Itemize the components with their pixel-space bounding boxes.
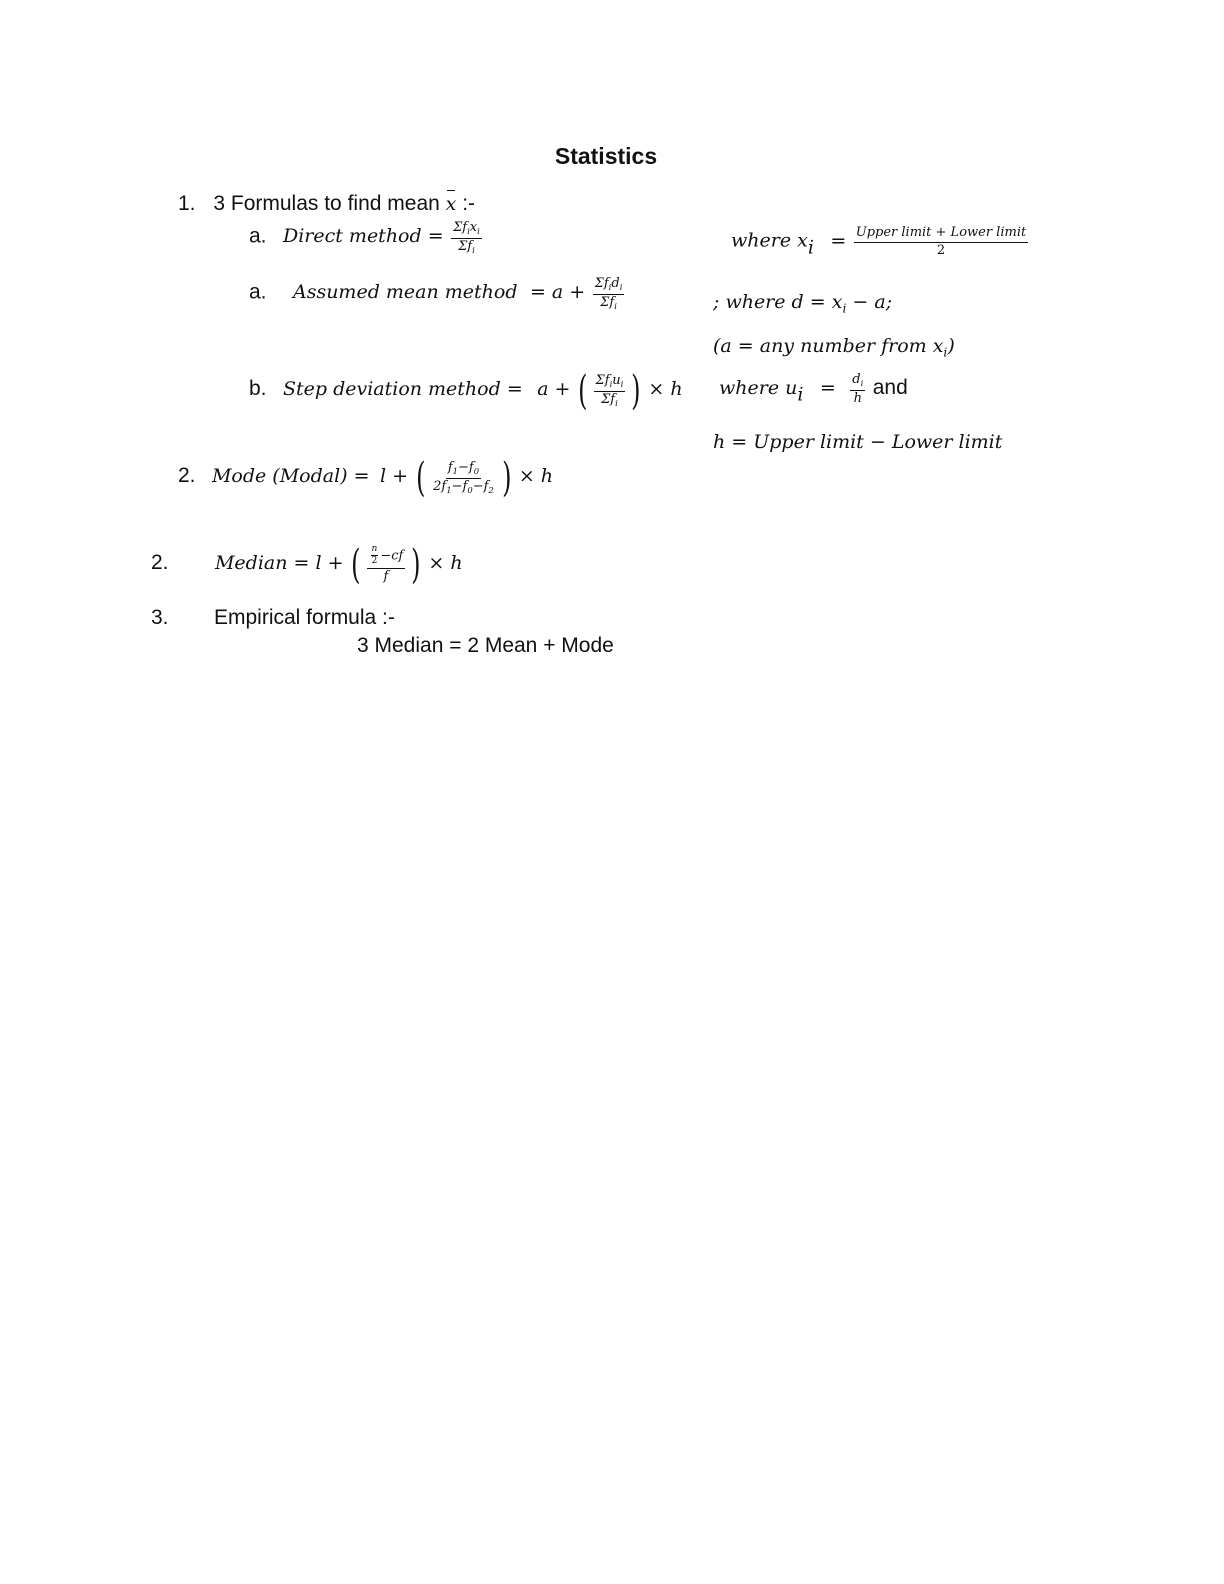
median-fraction: $\frac{n}{2}$ −cf f [367, 545, 406, 585]
assumed-mean-label: Assumed mean method [292, 281, 518, 304]
empirical-heading [151, 606, 395, 630]
median-formula: 2. Median = l + ( $\frac{n}{2}$ −cf f ) × h [151, 542, 463, 588]
assumed-note: (a = any number from $x_i$) [713, 335, 955, 360]
step-where-u: where $u_i$ = $\frac{d_i}{h}$ and [719, 372, 908, 406]
empirical-formula: 3 Median = 2 Mean + Mode [357, 634, 614, 657]
mode-number: 2. [178, 464, 196, 488]
direct-method-fraction: $\frac{\Sigma f_ix_i}{\Sigma f_i}$ [453, 220, 480, 255]
section-1-suffix: :- [462, 192, 476, 215]
class-width-definition: h = Upper limit − Lower limit [713, 431, 1003, 453]
mode-label: Mode (Modal) = [211, 465, 370, 488]
section-1-number: 1. [178, 192, 196, 215]
step-deviation-marker: b. [249, 377, 267, 401]
direct-method-marker: a. [249, 224, 267, 248]
step-deviation-fraction: $\frac{\Sigma f_iu_i}{\Sigma f_i}$ [595, 372, 624, 408]
mode-formula: 2. Mode (Modal) = l + ( $\frac{f_1-f_0}{2f_1-f_0-f_2}$ ) × h [178, 455, 554, 501]
page-title: Statistics [554, 143, 658, 169]
assumed-mean-fraction: $\frac{\Sigma f_id_i}{\Sigma f_i}$ [594, 276, 623, 311]
direct-where-xi: where $x_i$ = $\frac{\text{Upper limit + Lower limit}}{2}$ [731, 225, 1027, 259]
direct-method-formula [249, 221, 485, 255]
mode-fraction: $\frac{f_1-f_0}{2f_1-f_0-f_2}$ [433, 459, 494, 495]
median-label: Median = l + [214, 552, 344, 575]
assumed-mean-formula: a. Assumed mean method = a + $\frac{\Sigma f_id_i}{\Sigma f_i}$ [249, 276, 623, 311]
median-number: 2. [151, 551, 169, 575]
assumed-mean-marker: a. [249, 280, 267, 304]
class-mark-fraction: $\frac{\text{Upper limit + Lower limit}}{2}$ [855, 225, 1027, 258]
step-deviation-formula: b. Step deviation method = a + ( $\frac{\Sigma f_iu_i}{\Sigma f_i}$ ) × h [249, 368, 683, 414]
assumed-where-d: ; where $d = x_i - a$; [713, 291, 893, 316]
direct-method-label: Direct method = [282, 225, 444, 248]
empirical-text: Empirical formula :- [214, 606, 395, 629]
step-deviation-label: Step deviation method = [282, 378, 523, 401]
mean-symbol: x [445, 193, 457, 215]
section-1-text: 3 Formulas to find mean [213, 192, 440, 215]
section-1-heading [178, 192, 475, 216]
empirical-number: 3. [151, 606, 169, 629]
